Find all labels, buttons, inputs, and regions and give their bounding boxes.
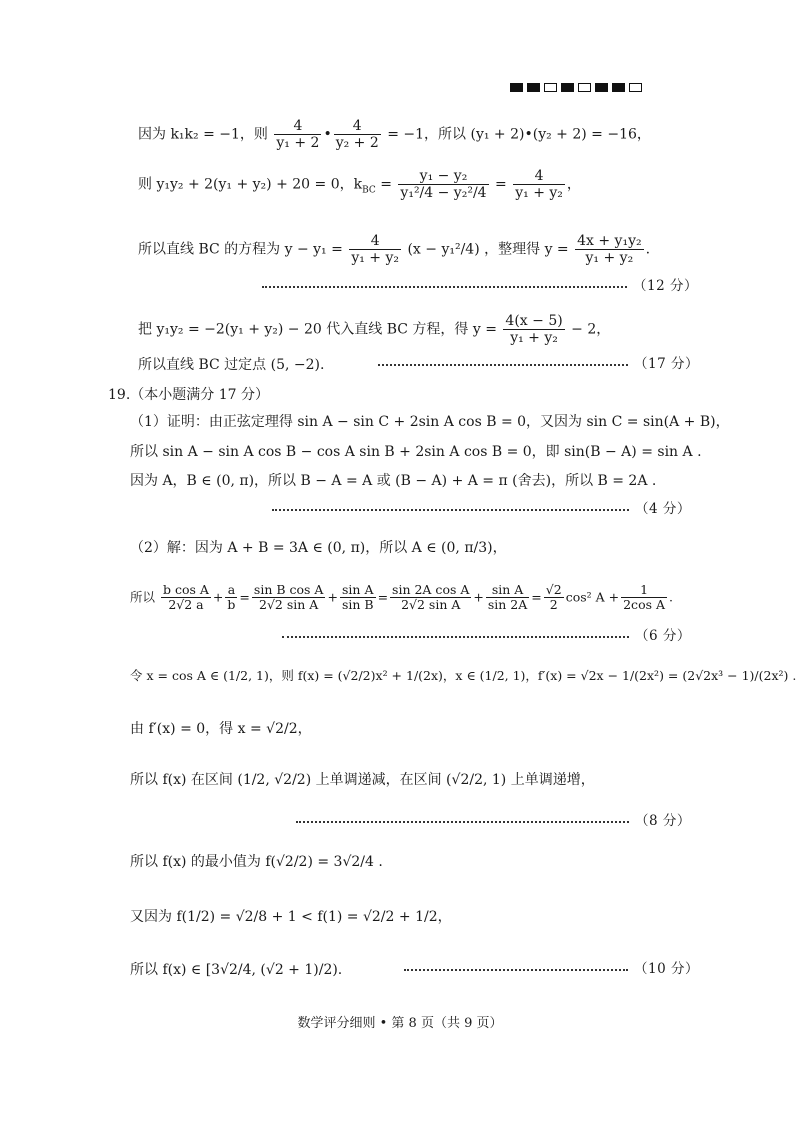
marker-filled-icon xyxy=(527,83,540,92)
fraction: $\frac{a}{b}$ xyxy=(227,582,236,613)
dot-leader xyxy=(282,636,629,638)
dot-leader xyxy=(272,509,629,511)
page-footer: 数学评分细则 • 第 8 页（共 9 页） xyxy=(297,1016,503,1031)
fraction: $\frac{4}{\text{y₂ + 2}}$ xyxy=(335,118,379,152)
fraction: $\frac{\text{4x + y₁y₂}}{\text{y₁ + y₂}}$ xyxy=(577,233,642,267)
fraction: $\frac{4}{\text{y₁ + 2}}$ xyxy=(276,118,320,152)
dot-leader xyxy=(296,821,629,823)
score-line: （17 分） xyxy=(378,358,699,372)
solution-line: 所以 f(x) ∈ [3√2/4, (√2 + 1)/2). xyxy=(130,962,343,978)
fraction: $\frac{4(x - 5)}{\text{y₁ + y₂}}$ xyxy=(505,313,563,347)
marker-filled-icon xyxy=(595,83,608,92)
fraction: $\frac{\text{b cos A}}{2√2 a}$ xyxy=(163,582,209,613)
marker-empty-icon xyxy=(629,83,642,92)
fraction: $\frac{\text{y₁ − y₂}}{\text{y₁²/4 − y₂²/4}}$ xyxy=(400,168,487,202)
marker-filled-icon xyxy=(510,83,523,92)
solution-line: 令 x = cos A ∈ (1/2, 1)，则 f(x) = (√2/2)x² + 1/(2x)，x ∈ (1/2, 1)，f′(x) = √2x − 1/(2x²) = (2√2x³ − 1)/(2x²) . xyxy=(130,668,797,683)
dot-leader xyxy=(262,286,627,288)
score-line: （6 分） xyxy=(282,630,691,644)
fraction: $\frac{4}{\text{y₁ + y₂}}$ xyxy=(351,233,399,267)
solution-line: 所以直线 BC 的方程为 y − y₁ = $\frac{4}{\text{y₁ + y₂}}$ (x − y₁²/4) ，整理得 y = $\frac{\text{4x + y₁y₂}}{\text{y₁ + y₂}}$ . xyxy=(138,233,651,267)
score-line: （12 分） xyxy=(262,280,698,294)
score-line: （8 分） xyxy=(296,815,691,829)
marker-empty-icon xyxy=(578,83,591,92)
solution-line: 则 y₁y₂ + 2(y₁ + y₂) + 20 = 0，$k_{BC}$ = $\frac{\text{y₁ − y₂}}{\text{y₁²/4 − y₂²/4}}$ = $\frac{4}{\text{y₁ + y₂}}$ ， xyxy=(138,168,581,202)
fraction: $\frac{\text{sin 2A cos A}}{\text{2√2 sin A}}$ xyxy=(392,582,470,613)
solution-line: 因为 A，B ∈ (0, π)，所以 B − A = A 或 (B − A) + A = π (舍去)，所以 B = 2A . xyxy=(130,473,657,489)
fraction: $\frac{4}{\text{y₁ + y₂}}$ xyxy=(515,168,563,202)
marker-empty-icon xyxy=(544,83,557,92)
fraction: $\frac{1}{\text{2cos A}}$ xyxy=(623,582,666,613)
solution-line: 所以 f(x) 在区间 (1/2, √2/2) 上单调递减，在区间 (√2/2, 1) 上单调递增， xyxy=(130,772,595,788)
dot-leader xyxy=(378,364,628,366)
score-line: （4 分） xyxy=(272,503,691,517)
marker-filled-icon xyxy=(561,83,574,92)
solution-line: 所以 f(x) 的最小值为 f(√2/2) = 3√2/4 . xyxy=(130,854,383,870)
solution-line: 所以 $\frac{\text{b cos A}}{2√2 a}$ + $\frac{a}{b}$ = $\frac{\text{sin B cos A}}{\text{2√2 sin A}}$ + $\frac{\text{sin A}}{\text{sin B}}$ = $\frac{\text{sin 2A cos A}}{\text{2√2 sin A}}$ + $\frac{\text{sin A}}{\sin 2A}$ = $\frac{√2}{2}$ cos² A + $\frac{1}{\text{2cos A}}$ . xyxy=(130,582,673,613)
header-markers xyxy=(510,83,646,97)
marker-filled-icon xyxy=(612,83,625,92)
fraction: $\frac{\text{sin A}}{\text{sin B}}$ xyxy=(341,582,374,613)
solution-line: 又因为 f(1/2) = √2/8 + 1 < f(1) = √2/2 + 1/2， xyxy=(130,909,452,925)
solution-line: 因为 k₁k₂ = −1，则 $\frac{4}{\text{y₁ + 2}}$ • $\frac{4}{\text{y₂ + 2}}$ = −1，所以 (y₁ + 2)•(y₂ + 2) = −16， xyxy=(138,118,651,152)
solution-line: 把 y₁y₂ = −2(y₁ + y₂) − 20 代入直线 BC 方程，得 y = $\frac{4(x - 5)}{\text{y₁ + y₂}}$ − 2， xyxy=(138,313,611,347)
score-line: （10 分） xyxy=(404,963,699,977)
question-heading: 19.（本小题满分 17 分） xyxy=(108,387,269,403)
solution-line: 所以 sin A − sin A cos B − cos A sin B + 2sin A cos B = 0，即 sin(B − A) = sin A . xyxy=(130,444,702,460)
fraction: $\frac{\text{sin B cos A}}{\text{2√2 sin A}}$ xyxy=(253,582,324,613)
solution-line: 所以直线 BC 过定点 (5, −2). xyxy=(138,357,325,373)
fraction: $\frac{\text{sin A}}{\sin 2A}$ xyxy=(487,582,528,613)
fraction: $\frac{√2}{2}$ xyxy=(545,582,562,613)
solution-line: （1）证明：由正弦定理得 sin A − sin C + 2sin A cos B = 0，又因为 sin C = sin(A + B)， xyxy=(130,414,730,430)
dot-leader xyxy=(404,969,628,971)
solution-line: 由 f′(x) = 0，得 x = √2/2， xyxy=(130,721,312,737)
solution-line: （2）解：因为 A + B = 3A ∈ (0, π)，所以 A ∈ (0, π/3)， xyxy=(130,540,507,556)
